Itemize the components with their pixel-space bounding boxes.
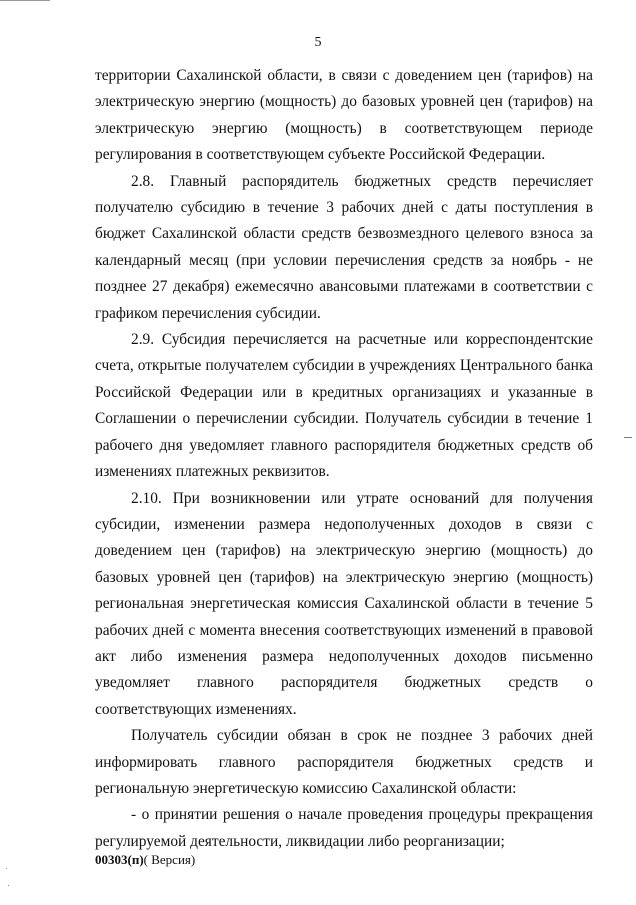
margin-mark (624, 437, 632, 438)
document-footer (95, 852, 195, 868)
document-code: 00303(п) (95, 852, 144, 867)
scan-speck (8, 885, 9, 886)
document-version: ( Версия) (143, 852, 196, 867)
scan-edge-mark (0, 0, 50, 3)
page-number: 5 (314, 35, 322, 50)
paragraph-2-10: 2.10. При возникновении или утрате оснований для получения субсидии, изменении размера недополученных доходов в связи с доведением цен (тарифов) на электрическую энергию (мощность) до базовых уровней цен (тарифов) на электрическую энергию (мощность) региональная энергетическая комиссия Сахалинской области в течение 5 рабочих дней с момента внесения соответствующих изменений в правовой акт либо изменения размера недополученных доходов письменно уведомляет главного распорядителя бюджетных средств о соответствующих изменениях. (95, 489, 593, 718)
paragraph-2-9: 2.9. Субсидия перечисляется на расчетные или корреспондентские счета, открытые получателем субсидии в учреждениях Центрального банка Российской Федерации или в кредитных организациях и указанные в Соглашении о перечислении субсидии. Получатель субсидии в течение 1 рабочего дня уведомляет главного распорядителя бюджетных средств об изменениях платежных реквизитов. (95, 331, 593, 481)
body-text (95, 63, 593, 855)
paragraph-list-item: - о принятии решения о начале проведения процедуры прекращения регулируемой деятельности, ликвидации либо реорганизации; (95, 806, 593, 850)
paragraph-2-8: 2.8. Главный распорядитель бюджетных средств перечисляет получателю субсидию в течение 3 рабочих дней с даты поступления в бюджет Сахалинской области средств безвозмездного целевого взноса за календарный месяц (при условии перечисления средств за ноябрь - не позднее 27 декабря) ежемесячно авансовыми платежами в соответствии с графиком перечисления субсидии. (95, 172, 593, 322)
paragraph-continuation: территории Сахалинской области, в связи с доведением цен (тарифов) на электрическую энергию (мощность) до базовых уровней цен (тарифов) на электрическую энергию (мощность) в соответствующем периоде регулирования в соответствующем субъекте Российской Федерации. (95, 67, 593, 164)
paragraph-obligation: Получатель субсидии обязан в срок не позднее 3 рабочих дней информировать главного распорядителя бюджетных средств и региональную энергетическую комиссию Сахалинской области: (95, 727, 593, 797)
scan-speck (6, 868, 7, 869)
